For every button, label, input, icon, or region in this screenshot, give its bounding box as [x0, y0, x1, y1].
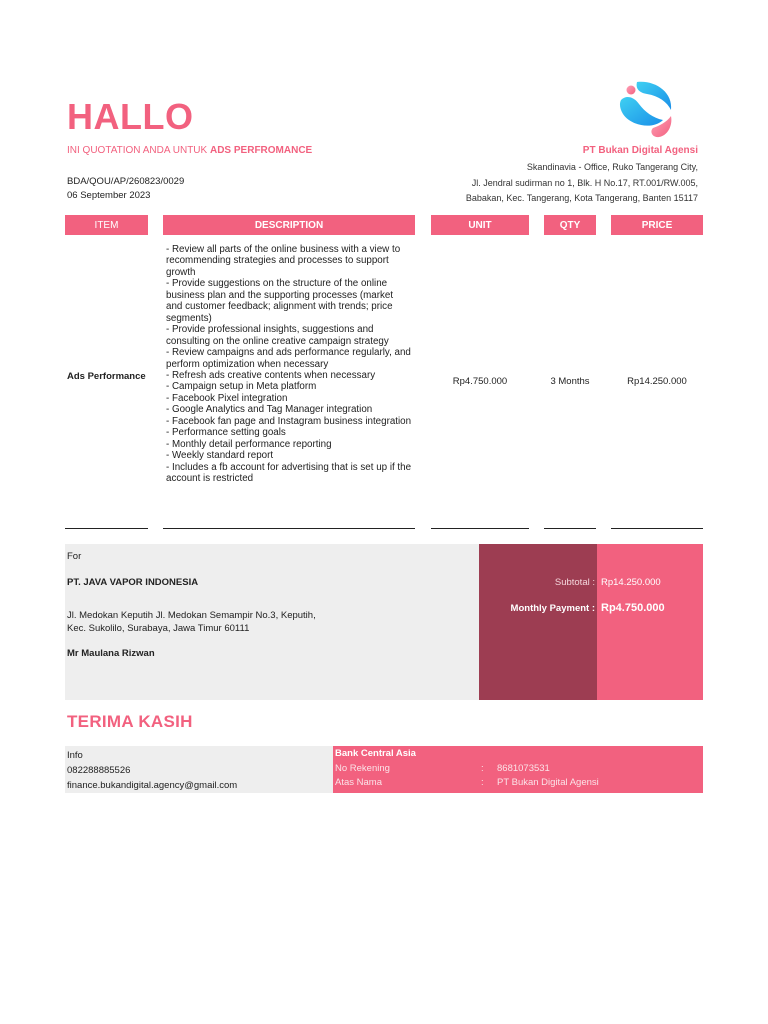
client-address	[67, 610, 316, 635]
greeting-title: HALLO	[67, 96, 194, 137]
agency-logo-icon	[619, 80, 675, 140]
client-address-line: Kec. Sukolilo, Surabaya, Jawa Timur 60111	[67, 622, 250, 634]
document-meta	[67, 175, 184, 203]
company-address-line: Skandinavia - Office, Ruko Tangerang City,	[526, 162, 698, 172]
account-number-value: 8681073531	[497, 763, 550, 774]
column-header-price: PRICE	[611, 215, 703, 235]
monthly-payment-value: Rp4.750.000	[601, 602, 665, 614]
row-item-name: Ads Performance	[67, 371, 146, 382]
summary-value-panel	[597, 544, 703, 700]
for-label: For	[67, 551, 82, 562]
monthly-payment-label: Monthly Payment :	[510, 603, 595, 614]
column-header-description: DESCRIPTION	[163, 215, 415, 235]
document-date: 06 September 2023	[67, 190, 151, 201]
row-divider	[65, 528, 148, 529]
row-unit-price: Rp4.750.000	[452, 376, 508, 387]
document-number: BDA/QOU/AP/260823/0029	[67, 176, 185, 187]
info-email: finance.bukandigital.agency@gmail.com	[67, 780, 238, 791]
subtitle-service: ADS PERFROMANCE	[209, 145, 313, 156]
client-name: PT. JAVA VAPOR INDONESIA	[67, 577, 199, 588]
row-description: - Review all parts of the online business with a view to recommending strategies and processes to support growth - Provide suggestions on the structure of the online business plan and the supporting processes (market and customer feedback; alignment with trends; price segments) - Provide professional insights, suggestions and consulting on the online creative campaign strategy - Review campaigns and ads performance regularly, and perform optimization when necessary - Refresh ads creative contents when necessary - Campaign setup in Meta platform - Facebook Pixel integration - Google Analytics and Tag Manager integration - Facebook fan page and Instagram business integration - Performance setting goals - Monthly detail performance reporting - Weekly standard report - Includes a fb account for advertising that is set up if the account is restricted	[166, 244, 412, 485]
company-name: PT Bukan Digital Agensi	[582, 145, 698, 156]
thank-you-heading: TERIMA KASIH	[67, 712, 193, 731]
account-number-colon: :	[481, 763, 484, 774]
client-address-line: Jl. Medokan Keputih Jl. Medokan Semampir No.3, Keputih,	[67, 610, 316, 621]
company-address	[466, 160, 698, 207]
contact-info	[67, 748, 237, 793]
account-holder-label: Atas Nama	[335, 777, 382, 788]
column-header-qty: QTY	[544, 215, 596, 235]
row-quantity: 3 Months	[550, 376, 590, 387]
column-header-unit: UNIT	[431, 215, 529, 235]
company-address-line: Babakan, Kec. Tangerang, Kota Tangerang, Banten 15117	[465, 193, 698, 203]
row-total-price: Rp14.250.000	[627, 376, 687, 387]
row-divider	[431, 528, 529, 529]
info-phone: 082288885526	[67, 765, 131, 776]
row-divider	[544, 528, 596, 529]
client-contact: Mr Maulana Rizwan	[67, 648, 155, 659]
column-header-item: ITEM	[65, 215, 148, 235]
bank-name: Bank Central Asia	[335, 748, 416, 759]
account-number-label: No Rekening	[335, 763, 390, 774]
quotation-subtitle	[67, 145, 312, 156]
subtotal-value: Rp14.250.000	[601, 577, 661, 588]
row-divider	[611, 528, 703, 529]
company-address-line: Jl. Jendral sudirman no 1, Blk. H No.17, RT.001/RW.005,	[471, 177, 698, 188]
subtotal-label: Subtotal :	[554, 577, 595, 588]
account-holder-value: PT Bukan Digital Agensi	[497, 777, 599, 788]
info-label: Info	[67, 750, 83, 761]
row-divider	[163, 528, 415, 529]
subtitle-prefix: INI QUOTATION ANDA UNTUK	[67, 145, 210, 156]
summary-label-panel	[479, 544, 597, 700]
account-holder-colon: :	[481, 777, 484, 788]
